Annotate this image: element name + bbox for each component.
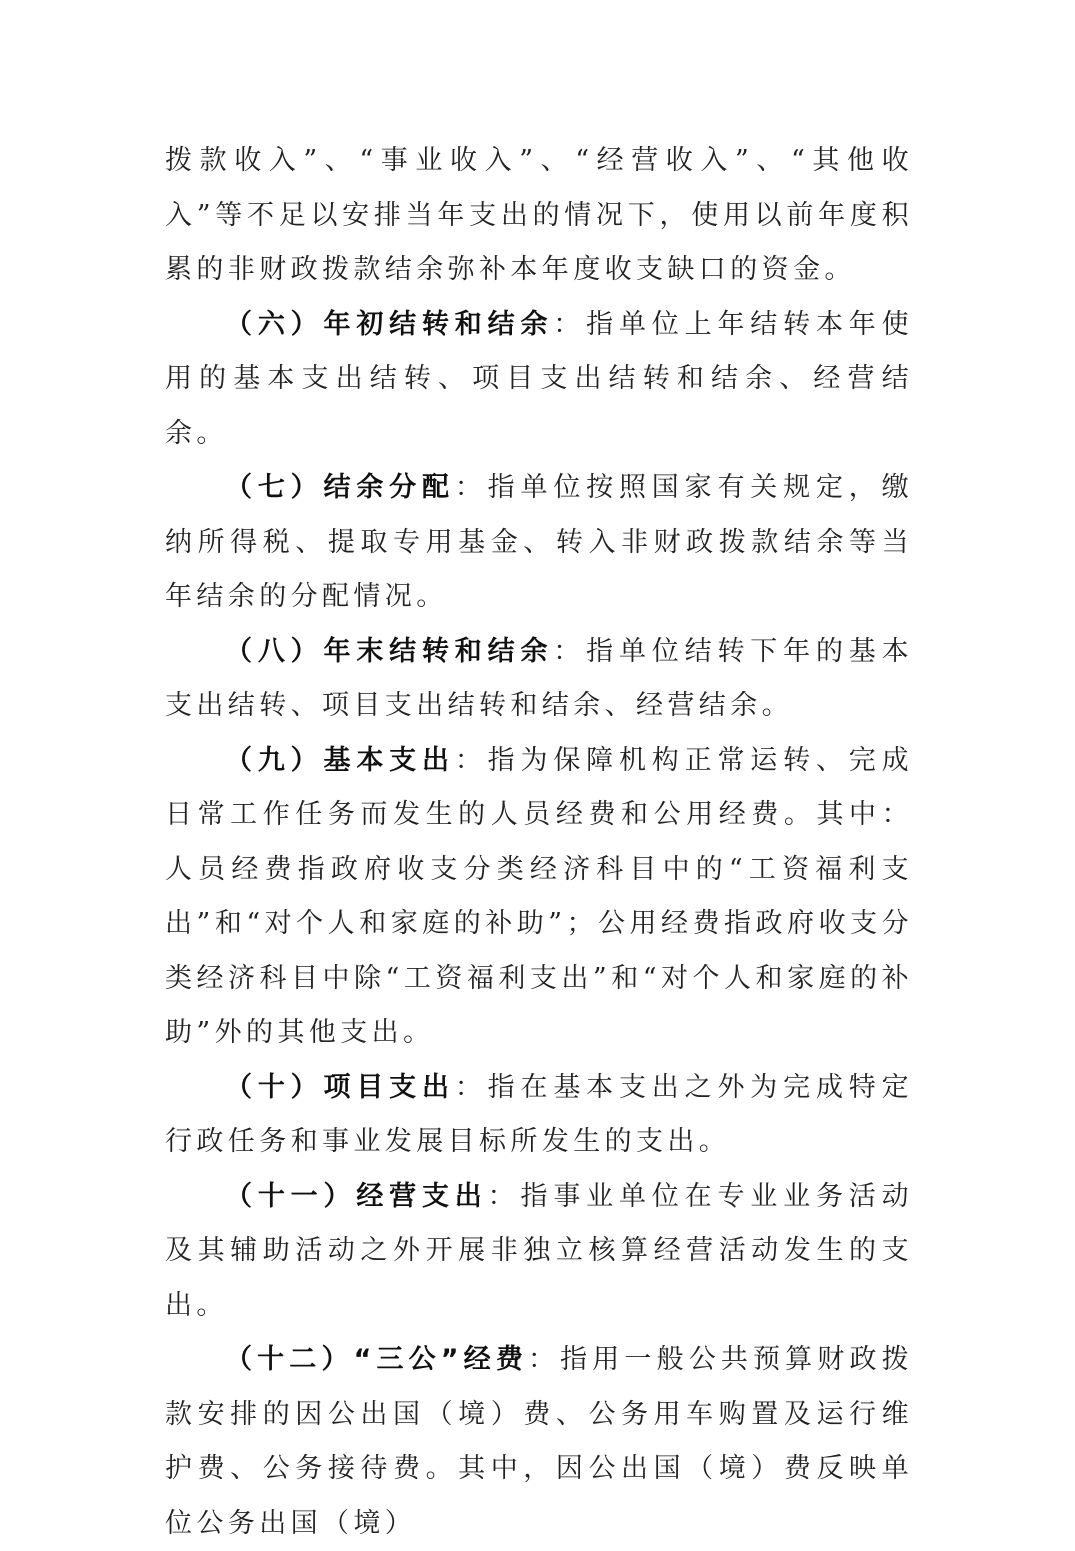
- term-colon: ：: [527, 1344, 561, 1375]
- term-heading: （九）基本支出: [225, 744, 455, 776]
- term-colon: ：: [454, 472, 488, 503]
- term-heading: （十二）“三公”经费: [225, 1344, 528, 1375]
- paragraph-continuation: [165, 134, 913, 298]
- term-colon: ：: [487, 1180, 521, 1212]
- paragraph-yearend-carryover: [165, 625, 913, 734]
- paragraph-basic-expenditure: [165, 734, 913, 1061]
- paragraph-operating-expenditure: [165, 1170, 913, 1334]
- paragraph-text: 拨款收入”、“事业收入”、“经营收入”、“其他收入”等不足以安排当年支出的情况下，使用以前年度积累的非财政拨款结余弥补本年度收支缺口的资金。: [165, 145, 913, 285]
- term-colon: ：: [454, 1071, 488, 1103]
- term-colon: ：: [454, 744, 488, 776]
- term-heading: （八）年末结转和结余: [225, 635, 554, 667]
- paragraph-text: 指用一般公共预算财政拨款安排的因公出国（境）费、公务用车购置及运行维护费、公务接待费。其中，因公出国（境）费反映单位公务出国（境）: [165, 1344, 913, 1539]
- paragraph-initial-carryover: [165, 298, 913, 462]
- term-heading: （十一）经营支出: [225, 1180, 488, 1212]
- term-heading: （十）项目支出: [225, 1071, 455, 1103]
- paragraph-text: 指事业单位在专业业务活动及其辅助活动之外开展非独立核算经营活动发生的支出。: [165, 1180, 914, 1321]
- paragraph-text: 指为保障机构正常运转、完成日常工作任务而发生的人员经费和公用经费。其中：人员经费指政府收支分类经济科目中的“工资福利支出”和“对个人和家庭的补助”；公用经费指政府收支分类经济科目中除“工资福利支出”和“对个人和家庭的补助”外的其他支出。: [165, 744, 914, 1048]
- term-heading: （六）年初结转和结余: [225, 308, 554, 340]
- paragraph-text: 指单位结转下年的基本支出结转、项目支出结转和结余、经营结余。: [165, 635, 914, 721]
- paragraph-text: 指单位按照国家有关规定，缴纳所得税、提取专用基金、转入非财政拨款结余等当年结余的分配情况。: [165, 472, 914, 612]
- paragraph-text: 指在基本支出之外为完成特定行政任务和事业发展目标所发生的支出。: [165, 1071, 914, 1157]
- document-body: [165, 134, 913, 1551]
- paragraph-surplus-distribution: [165, 461, 913, 625]
- term-colon: ：: [553, 635, 587, 667]
- term-heading: （七）结余分配: [225, 472, 455, 503]
- term-colon: ：: [553, 308, 587, 340]
- paragraph-project-expenditure: [165, 1061, 913, 1170]
- paragraph-three-public-expenses: [165, 1333, 913, 1551]
- paragraph-text: 指单位上年结转本年使用的基本支出结转、项目支出结转和结余、经营结余。: [165, 308, 914, 449]
